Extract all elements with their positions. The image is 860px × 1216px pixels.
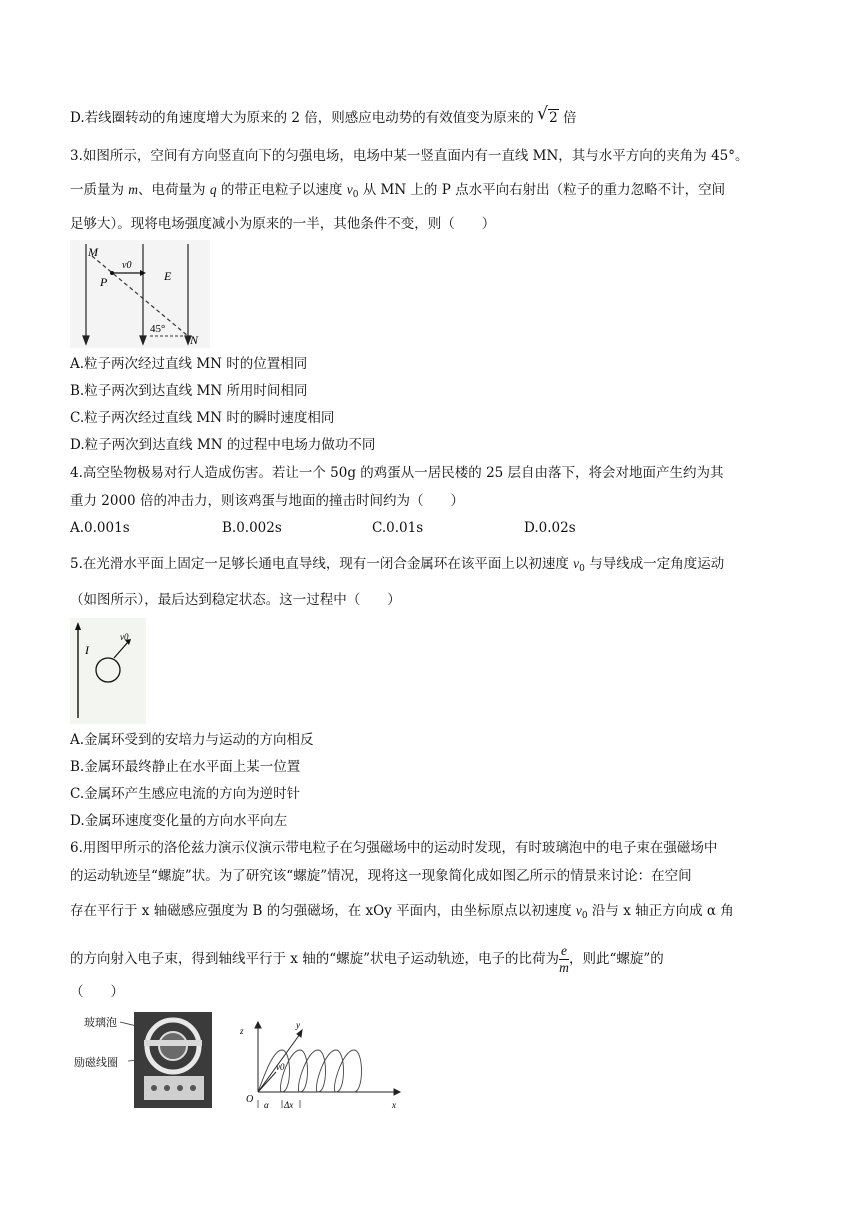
q3-electric-field-figure [70, 240, 210, 348]
q6-stem-line2: 的运动轨迹呈“螺旋”状。为了研究该“螺旋”情况，现将这一现象简化成如图乙所示的情景来讨论：在空间 [70, 868, 692, 884]
q6-label-coil: 励磁线圈 [74, 1056, 118, 1069]
q3-label-angle: 45° [150, 323, 166, 335]
q3-stem-line3: 足够大）。现将电场强度减小为原来的一半，其他条件不变，则（ ） [70, 216, 496, 232]
q6-label-v0: v0 [276, 1062, 285, 1072]
q5-label-i: I [85, 643, 89, 657]
q3-option-a: A.粒子两次经过直线 MN 时的位置相同 [70, 356, 308, 372]
q4-stem-line2: 重力 2000 倍的冲击力，则该鸡蛋与地面的撞击时间约为（ ） [70, 493, 464, 509]
q5-wire-ring-figure [70, 618, 146, 724]
q5-option-b: B.金属环最终静止在水平面上某一位置 [70, 759, 301, 775]
q6-helix-figure [236, 1020, 402, 1116]
q6-stem-line1: 6.用图甲所示的洛伦兹力演示仪演示带电粒子在匀强磁场中的运动时发现，有时玻璃泡中的电子束在强磁场中 [70, 840, 718, 856]
charge-mass-ratio: $\frac{e}{m}$ [559, 943, 569, 975]
q2-option-d-text: D.若线圈转动的角速度增大为原来的 2 倍，则感应电动势的有效值变为原来的 [70, 110, 534, 126]
q5-figure-background [70, 618, 146, 724]
q5-label-v0: v0 [120, 632, 129, 642]
q4-options [70, 518, 770, 538]
q6-label-alpha: α [264, 1100, 269, 1110]
q6-label-y: y [296, 1020, 300, 1030]
q4-option-a: A.0.001s [70, 520, 130, 536]
q4-stem-line1: 4.高空坠物极易对行人造成伤害。若让一个 50g 的鸡蛋从一居民楼的 25 层自由落下，将会对地面产生约为其 [70, 465, 724, 481]
q6-stem-line3: 存在平行于 x 轴磁感应强度为 B 的匀强磁场，在 xOy 平面内，由坐标原点以初速度 $v_0$ 沿与 x 轴正方向成 α 角 [70, 903, 734, 921]
q2-option-d [70, 108, 577, 128]
q3-option-b: B.粒子两次到达直线 MN 所用时间相同 [70, 383, 308, 399]
q6-velocity-arrow [258, 1072, 276, 1092]
q6-device-figure [70, 1010, 220, 1110]
q6-stem-line4: 的方向射入电子束，得到轴线平行于 x 轴的“螺旋”状电子运动轨迹，电子的比荷为 $\frac{e}{m}$ ，则此“螺旋”的 [70, 943, 664, 975]
q5-stem-line1: 5.在光滑水平面上固定一足够长通电直导线，现有一闭合金属环在该平面上以初速度 $v_0$ 与导线成一定角度运动 [70, 556, 725, 574]
q3-option-c: C.粒子两次经过直线 MN 时的瞬时速度相同 [70, 410, 335, 426]
q3-stem-line1: 3.如图所示，空间有方向竖直向下的匀强电场，电场中某一竖直面内有一直线 MN，其与水平方向的夹角为 45°。 [70, 148, 749, 164]
q5-stem-line2: （如图所示），最后达到稳定状态。这一过程中（ ） [70, 592, 401, 608]
q3-label-p: P [100, 275, 108, 289]
q5-option-a: A.金属环受到的安培力与运动的方向相反 [70, 732, 314, 748]
q3-stem-line2: 一质量为 m、电荷量为 q 的带正电粒子以速度 $v_0$ 从 MN 上的 P 点水平向右射出（粒子的重力忽略不计，空间 [70, 182, 726, 200]
q3-label-v0: v0 [122, 260, 132, 271]
q6-label-x: x [392, 1100, 396, 1110]
q4-option-d: D.0.02s [524, 520, 576, 536]
q6-label-dx: Δx [284, 1100, 294, 1110]
q6-label-bulb: 玻璃泡 [84, 1016, 117, 1029]
q5-option-d: D.金属环速度变化量的方向水平向左 [70, 813, 288, 829]
q6-label-o: O [246, 1094, 254, 1105]
q3-label-m: M [88, 245, 98, 259]
q6-label-z: z [240, 1026, 244, 1036]
q6-stem-line5: （ ） [70, 984, 124, 1000]
q2-option-d-suffix: 倍 [563, 110, 577, 126]
q3-option-d: D.粒子两次到达直线 MN 的过程中电场力做功不同 [70, 437, 376, 453]
q3-label-n: N [190, 333, 199, 347]
q4-option-b: B.0.002s [222, 520, 282, 536]
q4-option-c: C.0.01s [372, 520, 424, 536]
sqrt-2: √ 2 [538, 108, 559, 128]
q5-option-c: C.金属环产生感应电流的方向为逆时针 [70, 786, 301, 802]
q3-label-e: E [164, 269, 172, 283]
